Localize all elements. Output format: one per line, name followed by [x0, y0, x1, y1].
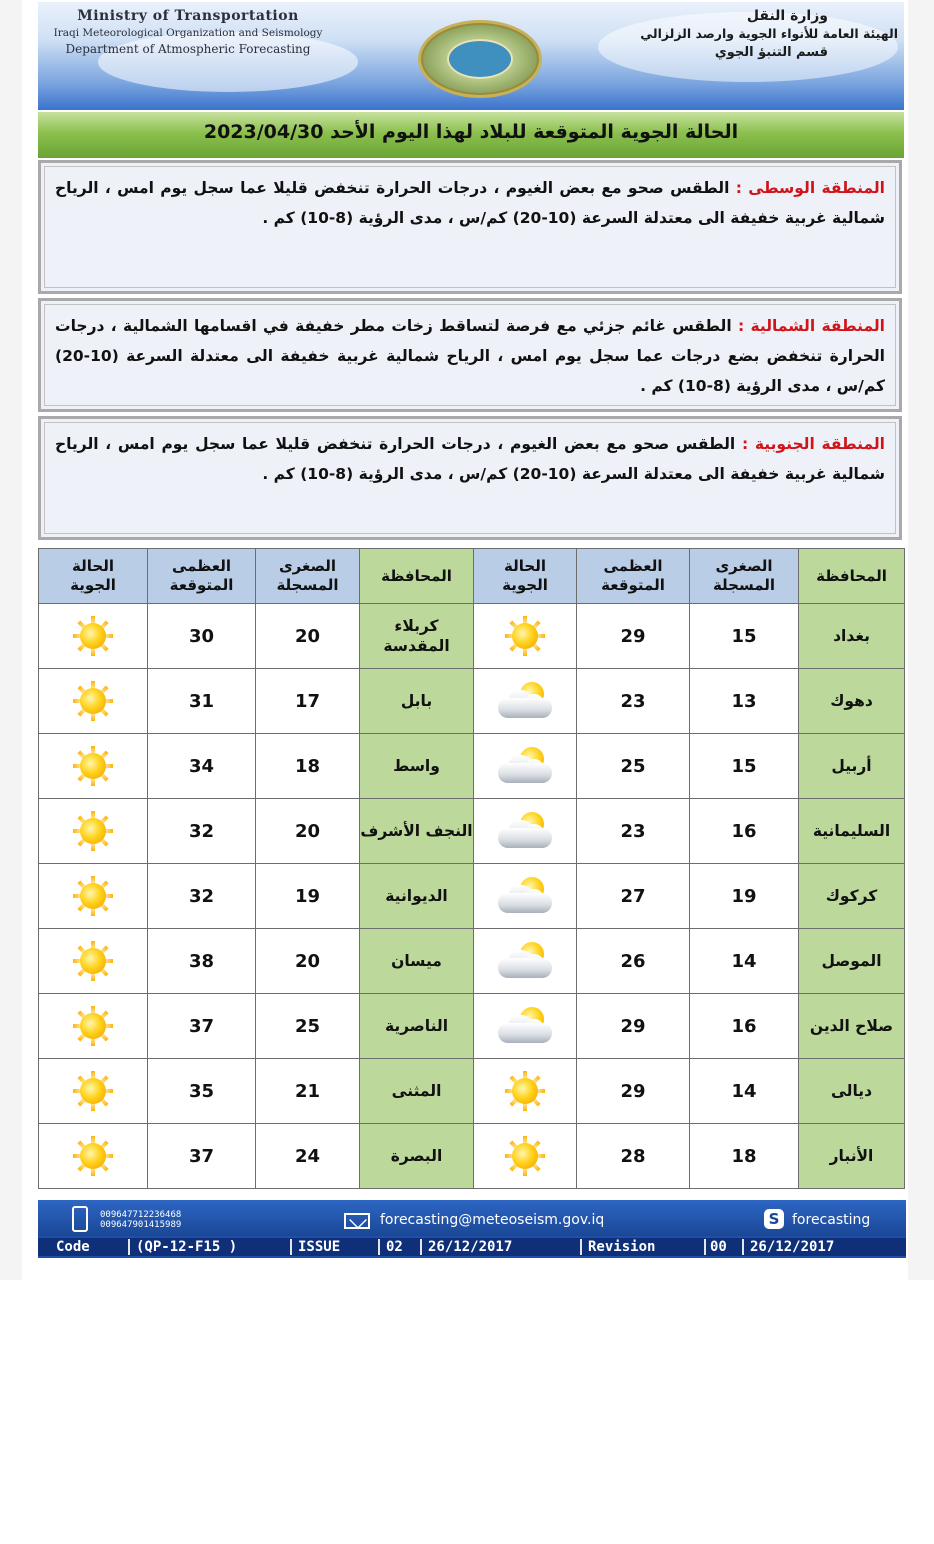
max-temp-cell: 37 [148, 994, 256, 1059]
condition-cell [39, 604, 148, 669]
department-name-ar: قسم التنبؤ الجوي [714, 45, 828, 60]
revision-number: 00 [710, 1239, 727, 1255]
governorate-cell: دهوك [799, 669, 905, 734]
min-temp-cell: 14 [690, 1059, 799, 1124]
department-name-en: Department of Atmospheric Forecasting [65, 42, 311, 56]
table-row [39, 669, 905, 734]
min-temp-cell: 25 [256, 994, 360, 1059]
issue-label: ISSUE [298, 1239, 341, 1255]
page-edge-left [0, 0, 22, 1280]
governorate-cell: ميسان [360, 929, 474, 994]
sun-icon [73, 941, 113, 981]
forecast-table [38, 548, 905, 1189]
region-name: المنطقة الجنوبية : [741, 435, 885, 453]
governorate-cell: النجف الأشرف [360, 799, 474, 864]
region-south [38, 416, 902, 540]
governorate-cell: أربيل [799, 734, 905, 799]
governorate-cell: البصرة [360, 1124, 474, 1189]
table-row [39, 994, 905, 1059]
header-max: العظمى المتوقعة [577, 549, 690, 604]
sun-icon [73, 876, 113, 916]
sun-icon [73, 746, 113, 786]
ministry-name-en: Ministry of Transportation [77, 8, 299, 24]
min-temp-cell: 14 [690, 929, 799, 994]
condition-cell [39, 929, 148, 994]
max-temp-cell: 27 [577, 864, 690, 929]
governorate-cell: كركوك [799, 864, 905, 929]
region-central-text [55, 173, 885, 233]
condition-cell [39, 799, 148, 864]
letterhead [38, 2, 904, 110]
partly-cloudy-icon [494, 680, 556, 722]
governorate-cell: ديالى [799, 1059, 905, 1124]
min-temp-cell: 18 [690, 1124, 799, 1189]
footer-phones [100, 1210, 181, 1230]
region-south-text [55, 429, 885, 489]
governorate-cell: كربلاء المقدسة [360, 604, 474, 669]
region-central [38, 160, 902, 294]
min-temp-cell: 19 [256, 864, 360, 929]
min-temp-cell: 16 [690, 994, 799, 1059]
partly-cloudy-icon [494, 940, 556, 982]
condition-cell [39, 864, 148, 929]
min-temp-cell: 15 [690, 734, 799, 799]
governorate-cell: السليمانية [799, 799, 905, 864]
min-temp-cell: 19 [690, 864, 799, 929]
max-temp-cell: 34 [148, 734, 256, 799]
sun-icon [73, 1006, 113, 1046]
table-row [39, 604, 905, 669]
organization-name-en: Iraqi Meteorological Organization and Seismology [53, 27, 323, 39]
letterhead-arabic [638, 8, 898, 60]
email-icon [344, 1213, 370, 1229]
code-label: Code [56, 1239, 90, 1255]
min-temp-cell: 16 [690, 799, 799, 864]
condition-cell [474, 1124, 577, 1189]
governorate-cell: الموصل [799, 929, 905, 994]
governorate-cell: الناصرية [360, 994, 474, 1059]
max-temp-cell: 29 [577, 1059, 690, 1124]
region-forecast: الطقس غائم جزئي مع فرصة لتساقط زخات مطر خفيفة في اقسامها الشمالية ، درجات الحرارة تنخفض بضع درجات عما سجل يوم امس ، الرياح شمالية غربية خفيفة الى معتدلة السرعة (10-20) كم/س ، مدى الرؤية (8-10) كم . [55, 317, 885, 395]
governorate-cell: صلاح الدين [799, 994, 905, 1059]
partly-cloudy-icon [494, 810, 556, 852]
min-temp-cell: 15 [690, 604, 799, 669]
governorate-cell: بغداد [799, 604, 905, 669]
header-min: الصغرى المسجلة [690, 549, 799, 604]
condition-cell [474, 799, 577, 864]
header-min: الصغرى المسجلة [256, 549, 360, 604]
footer-skype: forecasting [792, 1212, 871, 1228]
phone-number: 009647901415989 [100, 1220, 182, 1230]
header-max: العظمى المتوقعة [148, 549, 256, 604]
condition-cell [39, 1124, 148, 1189]
governorate-cell: المثنى [360, 1059, 474, 1124]
min-temp-cell: 20 [256, 799, 360, 864]
issue-number: 02 [386, 1239, 403, 1255]
governorate-cell: الديوانية [360, 864, 474, 929]
condition-cell [474, 864, 577, 929]
min-temp-cell: 21 [256, 1059, 360, 1124]
max-temp-cell: 26 [577, 929, 690, 994]
partly-cloudy-icon [494, 875, 556, 917]
footer [38, 1200, 906, 1258]
code-value: (QP-12-F15 ) [136, 1239, 238, 1255]
max-temp-cell: 32 [148, 799, 256, 864]
condition-cell [39, 734, 148, 799]
header-condition: الحالة الجوية [39, 549, 148, 604]
condition-cell [474, 929, 577, 994]
header-governorate: المحافظة [360, 549, 474, 604]
phone-icon [72, 1206, 88, 1232]
region-forecast: الطقس صحو مع بعض الغيوم ، درجات الحرارة تنخفض قليلا عما سجل يوم امس ، الرياح شمالية غربية خفيفة الى معتدلة السرعة (10-20) كم/س ، مدى الرؤية (8-10) كم . [55, 435, 885, 483]
max-temp-cell: 35 [148, 1059, 256, 1124]
organization-name-ar: الهيئة العامة للأنواء الجوية وارصد الزلزالي [640, 26, 898, 41]
region-name: المنطقة الشمالية : [737, 317, 885, 335]
forecast-title: الحالة الجوية المتوقعة للبلاد لهذا اليوم الأحد 2023/04/30 [203, 121, 739, 143]
max-temp-cell: 31 [148, 669, 256, 734]
sun-icon [505, 616, 545, 656]
condition-cell [474, 1059, 577, 1124]
sun-icon [73, 811, 113, 851]
organization-logo [418, 20, 542, 98]
region-name: المنطقة الوسطى : [735, 179, 885, 197]
revision-label: Revision [588, 1239, 656, 1255]
region-forecast: الطقس صحو مع بعض الغيوم ، درجات الحرارة تنخفض قليلا عما سجل يوم امس ، الرياح شمالية غربية خفيفة الى معتدلة السرعة (10-20) كم/س ، مدى الرؤية (8-10) كم . [55, 179, 885, 227]
max-temp-cell: 25 [577, 734, 690, 799]
header-governorate: المحافظة [799, 549, 905, 604]
table-row [39, 1059, 905, 1124]
document-code-bar [38, 1238, 906, 1256]
min-temp-cell: 20 [256, 929, 360, 994]
min-temp-cell: 17 [256, 669, 360, 734]
forecast-table-body [39, 604, 905, 1189]
max-temp-cell: 28 [577, 1124, 690, 1189]
max-temp-cell: 29 [577, 994, 690, 1059]
header-condition: الحالة الجوية [474, 549, 577, 604]
issue-date: 26/12/2017 [428, 1239, 513, 1255]
condition-cell [474, 604, 577, 669]
min-temp-cell: 18 [256, 734, 360, 799]
table-row [39, 734, 905, 799]
condition-cell [39, 994, 148, 1059]
page-edge-right [908, 0, 934, 1280]
sun-icon [73, 1136, 113, 1176]
revision-date: 26/12/2017 [750, 1239, 835, 1255]
max-temp-cell: 32 [148, 864, 256, 929]
governorate-cell: واسط [360, 734, 474, 799]
skype-icon: S [764, 1209, 784, 1229]
partly-cloudy-icon [494, 745, 556, 787]
table-row [39, 799, 905, 864]
sun-icon [73, 1071, 113, 1111]
governorate-cell: بابل [360, 669, 474, 734]
letterhead-english [38, 8, 338, 56]
region-north-text [55, 311, 885, 401]
min-temp-cell: 20 [256, 604, 360, 669]
min-temp-cell: 13 [690, 669, 799, 734]
condition-cell [474, 669, 577, 734]
table-row [39, 929, 905, 994]
governorate-cell: الأنبار [799, 1124, 905, 1189]
sun-icon [505, 1136, 545, 1176]
max-temp-cell: 37 [148, 1124, 256, 1189]
min-temp-cell: 24 [256, 1124, 360, 1189]
phone-number: 009647712236468 [100, 1210, 182, 1220]
table-row [39, 1124, 905, 1189]
max-temp-cell: 23 [577, 799, 690, 864]
condition-cell [474, 994, 577, 1059]
footer-email: forecasting@meteoseism.gov.iq [380, 1212, 605, 1228]
sun-icon [73, 681, 113, 721]
table-row [39, 864, 905, 929]
region-north [38, 298, 902, 412]
sun-icon [505, 1071, 545, 1111]
max-temp-cell: 23 [577, 669, 690, 734]
max-temp-cell: 30 [148, 604, 256, 669]
table-header-row [39, 549, 905, 604]
sun-icon [73, 616, 113, 656]
max-temp-cell: 38 [148, 929, 256, 994]
ministry-name-ar: وزارة النقل [746, 8, 828, 24]
max-temp-cell: 29 [577, 604, 690, 669]
condition-cell [39, 669, 148, 734]
condition-cell [474, 734, 577, 799]
partly-cloudy-icon [494, 1005, 556, 1047]
forecast-title-bar [38, 112, 904, 158]
condition-cell [39, 1059, 148, 1124]
